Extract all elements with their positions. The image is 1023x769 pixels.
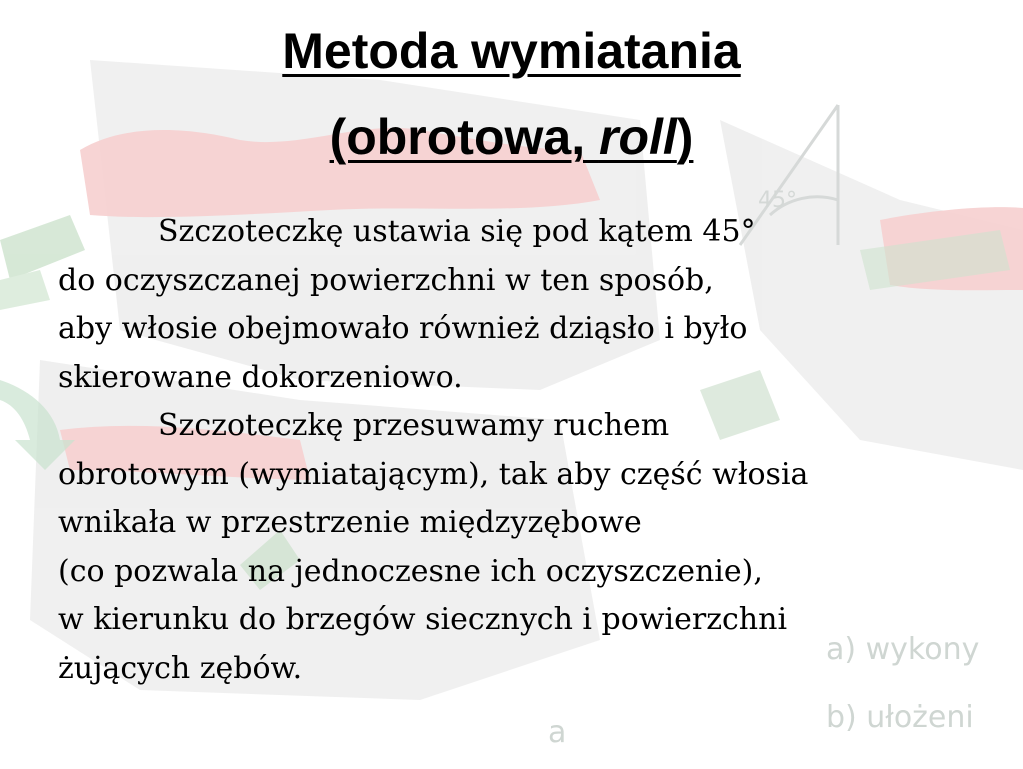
title-italic-roll: roll: [598, 109, 677, 165]
paragraph-2-line-3: wnikała w przestrzenie międzyzębowe: [58, 505, 642, 540]
angle-label-45: 45°: [758, 188, 797, 213]
paragraph-2-line-5: w kierunku do brzegów siecznych i powierzchni: [58, 602, 788, 637]
caption-small-a: a: [548, 715, 567, 750]
slide-title-line-1: Metoda wymiatania: [282, 23, 741, 79]
paragraph-2-line-1: Szczoteczkę przesuwamy ruchem: [158, 408, 670, 443]
paragraph-1-line-2: do oczyszczanej powierzchni w ten sposób,: [58, 262, 714, 298]
title-suffix: ): [676, 109, 694, 165]
title-prefix: (obrotowa,: [329, 109, 599, 165]
slide-title-line-2: [0, 108, 1023, 166]
paragraph-1-line-1: Szczoteczkę ustawia się pod kątem 45°: [158, 214, 756, 249]
paragraph-1-line-3: aby włosie obejmowało również dziąsło i było: [58, 311, 748, 346]
slide-body: [58, 208, 1008, 693]
paragraph-2-line-4: (co pozwala na jednoczesne ich oczyszczenie),: [58, 553, 763, 589]
paragraph-1-line-4: skierowane dokorzeniowo.: [58, 359, 463, 395]
caption-b-faded: b) ułożeni: [826, 700, 974, 735]
caption-a-faded: a) wykony: [826, 632, 980, 667]
paragraph-2-line-2: obrotowym (wymiatającym), tak aby część włosia: [58, 456, 809, 492]
paragraph-2-line-6: żujących zębów.: [58, 650, 303, 686]
